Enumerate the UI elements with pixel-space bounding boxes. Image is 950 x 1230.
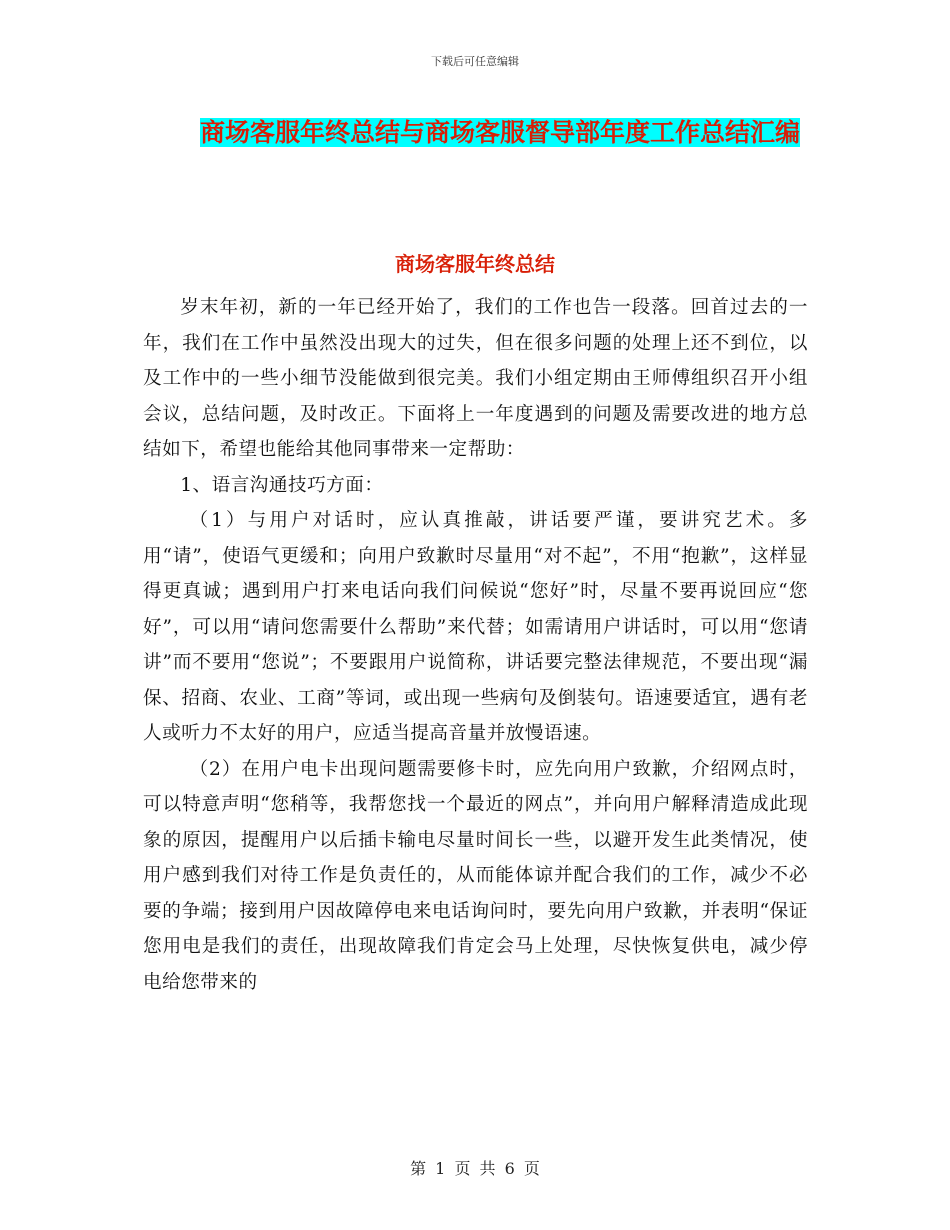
paragraph-heading-1: 1、语言沟通技巧方面： [180, 474, 384, 496]
header-note: 下载后可任意编辑 [431, 55, 519, 68]
document-title [190, 112, 810, 154]
paragraph-intro: 岁末年初，新的一年已经开始了，我们的工作也告一段落。回首过去的一年，我们在工作中虽然没出现大的过失，但在很多问题的处理上还不到位，以及工作中的一些小细节没能做到很完美。我们小组定期由王师傅组织召开小组会议，总结问题，及时改正。下面将上一年度遇到的问题及需要改进的地方总结如下，希望也能给其他同事带来一定帮助： [143, 297, 808, 460]
paragraph-item-1: （1）与用户对话时，应认真推敲，讲话要严谨，要讲究艺术。多用“请”，使语气更缓和；向用户致歉时尽量用“对不起”，不用“抱歉”，这样显得更真诚；遇到用户打来电话向我们问候说“您好”时，尽量不要再说回应“您好”，可以用“请问您需要什么帮助”来代替；如需请用户讲话时，可以用“您请讲”而不要用“您说”；不要跟用户说简称，讲话要完整法律规范，不要出现“漏保、招商、农业、工商”等词，或出现一些病句及倒装句。语速要适宜，遇有老人或听力不太好的用户，应适当提高音量并放慢语速。 [143, 510, 808, 744]
section-title: 商场客服年终总结 [395, 252, 555, 276]
paragraph-item-2: （2）在用户电卡出现问题需要修卡时，应先向用户致歉，介绍网点时，可以特意声明“您稍等，我帮您找一个最近的网点”，并向用户解释清造成此现象的原因，提醒用户以后插卡输电尽量时间长一些，以避开发生此类情况，使用户感到我们对待工作是负责任的，从而能体谅并配合我们的工作，减少不必要的争端；接到用户因故障停电来电话询问时，要先向用户致歉，并表明“保证您用电是我们的责任，出现故障我们肯定会马上处理，尽快恢复供电，减少停电给您带来的 [143, 758, 808, 993]
document-title-text: 商场客服年终总结与商场客服督导部年度工作总结汇编 [199, 118, 800, 147]
body-text [143, 290, 808, 1000]
page-footer: 第 1 页 共 6 页 [410, 1159, 540, 1178]
